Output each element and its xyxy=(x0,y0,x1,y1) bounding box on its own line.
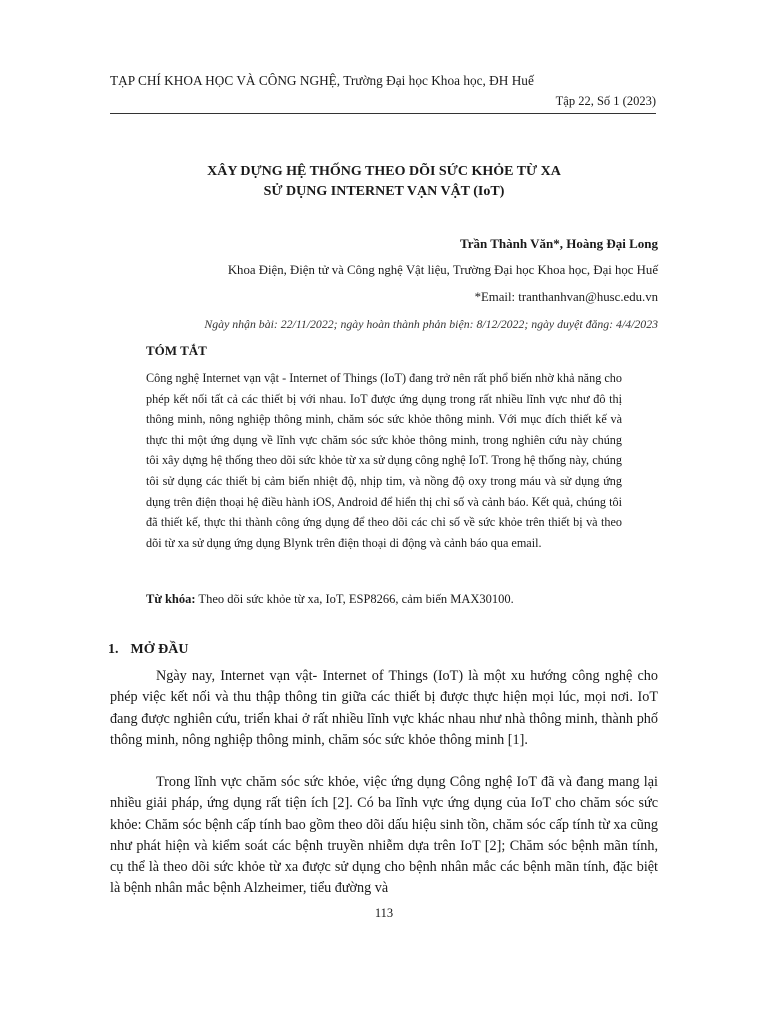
header-rule xyxy=(110,113,392,114)
paragraph-2 xyxy=(110,772,658,900)
email: *Email: tranthanhvan@husc.edu.vn xyxy=(474,290,658,304)
keywords-list: Theo dõi sức khỏe từ xa, IoT, ESP8266, cảm biến MAX30100. xyxy=(195,592,514,606)
keywords-label: Từ khóa: xyxy=(146,592,196,606)
abstract-heading: TÓM TẮT xyxy=(146,343,207,358)
title-line-1: XÂY DỰNG HỆ THỐNG THEO DÕI SỨC KHỎE TỪ XA xyxy=(207,164,561,179)
section-heading xyxy=(108,642,188,658)
keywords xyxy=(146,592,514,607)
section-number: 1. xyxy=(108,642,119,657)
header-rule-right xyxy=(392,113,656,114)
section-title: MỞ ĐẦU xyxy=(130,642,189,657)
title-line-2: SỬ DỤNG INTERNET VẠN VẬT (IoT) xyxy=(263,184,505,199)
journal-header: TẠP CHÍ KHOA HỌC VÀ CÔNG NGHỆ, Trường Đại học Khoa học, ĐH Huế xyxy=(110,73,534,88)
affiliation: Khoa Điện, Điện tử và Công nghệ Vật liệu, Trường Đại học Khoa học, Đại học Huế xyxy=(227,263,658,277)
authors: Trần Thành Văn*, Hoàng Đại Long xyxy=(460,236,658,251)
paragraph-1 xyxy=(110,666,658,751)
paragraph-1-text: Ngày nay, Internet vạn vật- Internet of Things (IoT) là một xu hướng công nghệ cho phép việc kết nối và thu thập thông tin giữa các thiết bị được thực hiện mọi lúc, mọi nơi. IoT đang được nghiên cứu, triển khai ở rất nhiều lĩnh vực khác nhau như nhà thông minh, thành phố thông minh, nông nghiệp thông minh, chăm sóc sức khỏe thông minh [1]. xyxy=(110,668,658,748)
paper-title xyxy=(110,162,658,202)
paragraph-2-text: Trong lĩnh vực chăm sóc sức khỏe, việc ứng dụng Công nghệ IoT đã và đang mang lại nhiều giải pháp, ứng dụng rất tiện ích [2]. Có ba lĩnh vực ứng dụng của IoT cho chăm sóc sức khỏe: Chăm sóc bệnh cấp tính bao gồm theo dõi dấu hiệu sinh tồn, chăm sóc cấp tính từ xa cũng như phát hiện và kiểm soát các bệnh truyền nhiễm dựa trên IoT [2]; Chăm sóc bệnh mãn tính, cụ thể là theo dõi sức khỏe từ xa được sử dụng cho bệnh nhân mắc các bệnh mãn tính, đặc biệt là bệnh nhân mắc bệnh Alzheimer, tiểu đường và xyxy=(110,774,658,897)
abstract-text: Công nghệ Internet vạn vật - Internet of Things (IoT) đang trở nên rất phổ biến nhờ khả năng cho phép kết nối tất cả các thiết bị với nhau. IoT được ứng dụng trong rất nhiều lĩnh vực như đô thị thông minh, nông nghiệp thông minh, chăm sóc sức khỏe thông minh. Với mục đích thiết kế và thực thi một ứng dụng về lĩnh vực chăm sóc sức khỏe thông minh, trong nghiên cứu này chúng tôi xây dựng hệ thống theo dõi sức khỏe từ xa sử dụng công nghệ IoT. Trong hệ thống này, chúng tôi sử dụng các thiết bị cảm biến nhiệt độ, nhịp tim, và nồng độ oxy trong máu và sử dụng ứng dụng trên điện thoại hệ điều hành iOS, Android để hiển thị chỉ số và cảnh báo. Kết quả, chúng tôi đã thiết kế, thực thi thành công ứng dụng để theo dõi các chỉ số về sức khỏe trên thiết bị và theo dõi từ xa sử dụng ứng dụng Blynk trên điện thoại di động và cảnh báo qua email. xyxy=(146,371,622,550)
page-number: 113 xyxy=(374,906,394,920)
volume-info: Tập 22, Số 1 (2023) xyxy=(555,94,656,108)
submission-dates: Ngày nhận bài: 22/11/2022; ngày hoàn thành phản biện: 8/12/2022; ngày duyệt đăng: 4/4/2023 xyxy=(204,317,658,331)
